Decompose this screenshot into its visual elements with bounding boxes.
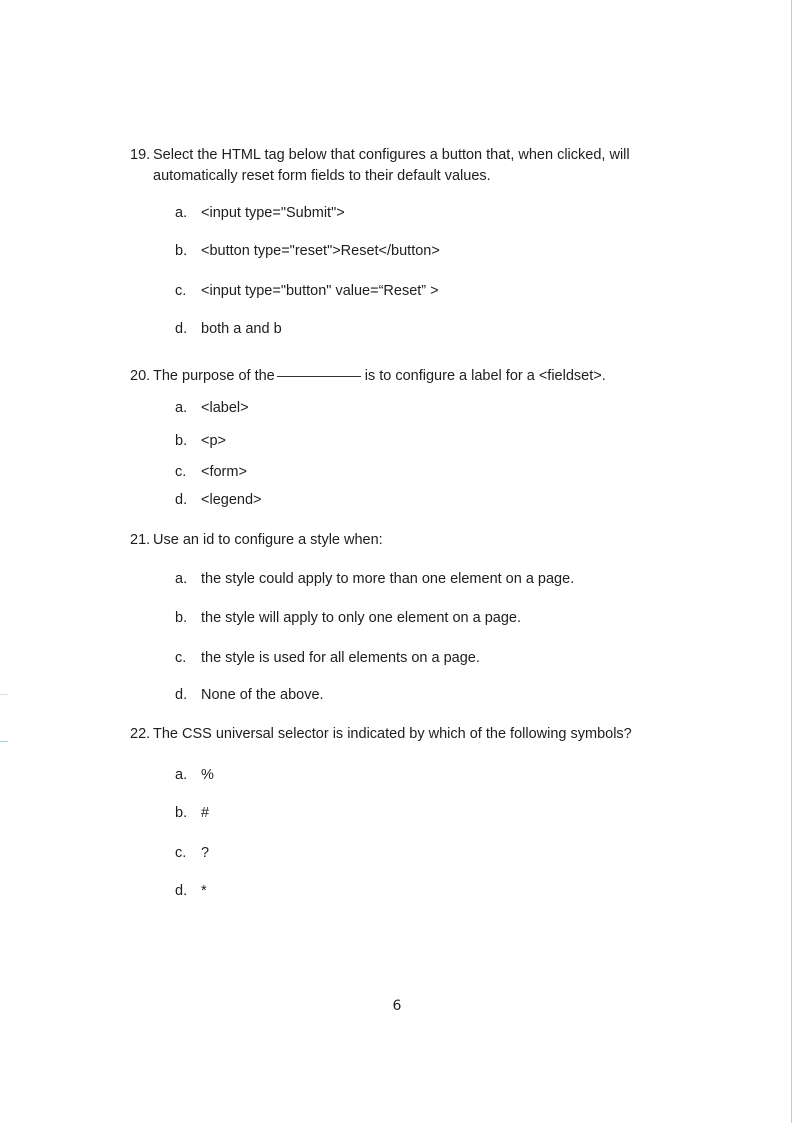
question-number: 22. bbox=[130, 726, 151, 742]
option-21a bbox=[175, 569, 574, 589]
question-text-before: The purpose of the bbox=[153, 368, 275, 384]
option-text: <input type="button" value=“Reset” > bbox=[201, 283, 439, 299]
question-text bbox=[153, 366, 670, 387]
question-number: 20. bbox=[130, 368, 151, 384]
option-letter: c. bbox=[175, 845, 187, 861]
option-letter: b. bbox=[175, 610, 188, 626]
option-letter: b. bbox=[175, 433, 188, 449]
option-letter: d. bbox=[175, 687, 188, 703]
option-20b bbox=[175, 431, 226, 451]
option-letter: c. bbox=[175, 283, 187, 299]
option-text: <button type="reset">Reset</button> bbox=[201, 243, 440, 259]
option-19c bbox=[175, 281, 439, 301]
option-20d bbox=[175, 490, 261, 510]
question-text-after: is to configure a label for a <fieldset>. bbox=[364, 368, 606, 384]
option-letter: a. bbox=[175, 205, 188, 221]
option-letter: d. bbox=[175, 492, 188, 508]
option-19a bbox=[175, 203, 345, 223]
scan-mark bbox=[0, 741, 8, 742]
option-text: <input type="Submit"> bbox=[201, 205, 345, 221]
option-22c bbox=[175, 843, 209, 863]
option-letter: c. bbox=[175, 464, 187, 480]
option-19d bbox=[175, 319, 282, 339]
scan-mark bbox=[0, 694, 8, 695]
option-text: # bbox=[201, 805, 210, 821]
question-text: Select the HTML tag below that configures a button that, when clicked, will automatically reset form fields to their default values. bbox=[153, 147, 630, 184]
option-22b bbox=[175, 803, 209, 823]
question-text: The CSS universal selector is indicated by which of the following symbols? bbox=[153, 726, 632, 742]
option-letter: d. bbox=[175, 321, 188, 337]
question-number: 21. bbox=[130, 532, 151, 548]
option-22d bbox=[175, 881, 207, 901]
option-text: <form> bbox=[201, 464, 247, 480]
option-20c bbox=[175, 462, 247, 482]
answer-blank bbox=[277, 376, 361, 377]
option-text: ? bbox=[201, 845, 210, 861]
option-text: the style could apply to more than one element on a page. bbox=[201, 571, 575, 587]
option-text: * bbox=[201, 883, 207, 899]
option-text: % bbox=[201, 767, 214, 783]
option-text: None of the above. bbox=[201, 687, 324, 703]
option-text: the style is used for all elements on a page. bbox=[201, 650, 480, 666]
question-20 bbox=[130, 366, 670, 387]
question-number: 19. bbox=[130, 147, 151, 163]
option-letter: b. bbox=[175, 805, 188, 821]
option-21c bbox=[175, 648, 480, 668]
option-letter: c. bbox=[175, 650, 187, 666]
option-21d bbox=[175, 685, 324, 705]
option-text: <label> bbox=[201, 400, 249, 416]
option-19b bbox=[175, 241, 440, 261]
option-text: the style will apply to only one element on a page. bbox=[201, 610, 522, 626]
option-21b bbox=[175, 608, 521, 628]
option-20a bbox=[175, 398, 249, 418]
option-letter: a. bbox=[175, 400, 188, 416]
option-letter: a. bbox=[175, 571, 188, 587]
question-text: Use an id to configure a style when: bbox=[153, 532, 383, 548]
page-edge-line bbox=[791, 0, 792, 1123]
option-text: <p> bbox=[201, 433, 226, 449]
option-text: both a and b bbox=[201, 321, 282, 337]
option-22a bbox=[175, 765, 214, 785]
question-22 bbox=[130, 724, 670, 745]
question-19 bbox=[130, 145, 670, 187]
page-number: 6 bbox=[392, 998, 402, 1014]
option-letter: b. bbox=[175, 243, 188, 259]
question-21 bbox=[130, 530, 670, 551]
option-text: <legend> bbox=[201, 492, 262, 508]
option-letter: d. bbox=[175, 883, 188, 899]
option-letter: a. bbox=[175, 767, 188, 783]
